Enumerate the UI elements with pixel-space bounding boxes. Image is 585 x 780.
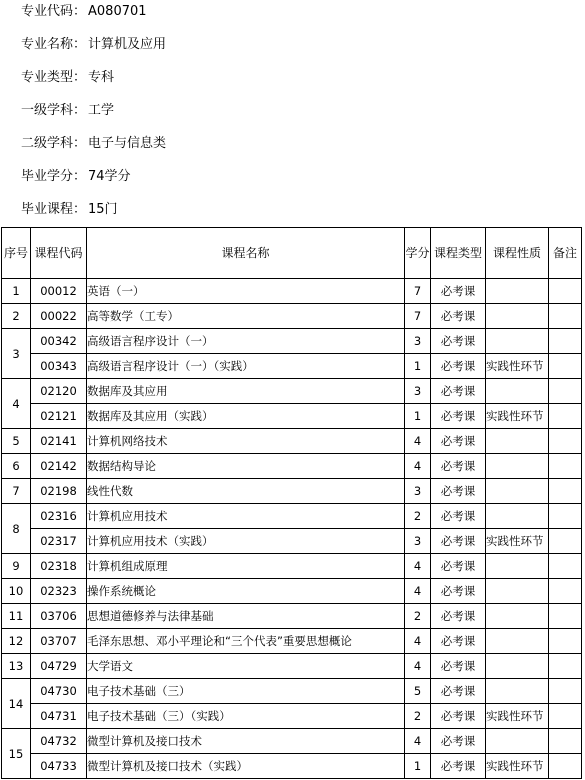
cell-credit: 2 — [405, 504, 431, 529]
cell-course-code: 03707 — [31, 629, 87, 654]
cell-course-name: 大学语文 — [87, 654, 405, 679]
table-row — [2, 329, 582, 354]
cell-credit: 4 — [405, 429, 431, 454]
cell-credit: 4 — [405, 629, 431, 654]
cell-course-name: 英语（一） — [87, 279, 405, 304]
cell-course-nature — [486, 554, 549, 579]
table-row — [2, 754, 582, 779]
cell-seq: 1 — [2, 279, 31, 304]
table-row — [2, 504, 582, 529]
cell-course-type: 必考课 — [431, 504, 486, 529]
info-secondary-discipline — [21, 136, 166, 152]
table-row — [2, 354, 582, 379]
cell-course-nature: 实践性环节 — [486, 704, 549, 729]
table-row — [2, 379, 582, 404]
cell-course-name: 数据库及其应用（实践） — [87, 404, 405, 429]
cell-course-nature: 实践性环节 — [486, 404, 549, 429]
cell-course-nature — [486, 654, 549, 679]
cell-course-type: 必考课 — [431, 554, 486, 579]
cell-note — [549, 604, 582, 629]
header-credit: 学分 — [405, 228, 431, 279]
course-table — [1, 227, 582, 779]
cell-credit: 4 — [405, 579, 431, 604]
cell-course-nature — [486, 304, 549, 329]
cell-course-code: 02121 — [31, 404, 87, 429]
cell-note — [549, 379, 582, 404]
table-row — [2, 479, 582, 504]
info-major-code — [21, 4, 147, 20]
cell-course-name: 电子技术基础（三）（实践） — [87, 704, 405, 729]
cell-credit: 7 — [405, 279, 431, 304]
table-row — [2, 604, 582, 629]
table-row — [2, 654, 582, 679]
cell-credit: 3 — [405, 379, 431, 404]
cell-seq: 7 — [2, 479, 31, 504]
cell-course-type: 必考课 — [431, 529, 486, 554]
info-value: 电子与信息类 — [88, 136, 167, 151]
cell-course-code: 02316 — [31, 504, 87, 529]
cell-note — [549, 554, 582, 579]
table-row — [2, 579, 582, 604]
info-value: 专科 — [88, 70, 115, 85]
cell-course-nature — [486, 379, 549, 404]
cell-credit: 1 — [405, 354, 431, 379]
cell-course-type: 必考课 — [431, 329, 486, 354]
cell-course-code: 03706 — [31, 604, 87, 629]
cell-course-code: 00022 — [31, 304, 87, 329]
cell-credit: 5 — [405, 679, 431, 704]
cell-course-name: 数据库及其应用 — [87, 379, 405, 404]
cell-course-nature — [486, 579, 549, 604]
header-note: 备注 — [549, 228, 582, 279]
cell-course-code: 04733 — [31, 754, 87, 779]
cell-credit: 1 — [405, 754, 431, 779]
table-row — [2, 554, 582, 579]
cell-course-type: 必考课 — [431, 604, 486, 629]
cell-course-type: 必考课 — [431, 654, 486, 679]
cell-seq: 8 — [2, 504, 31, 554]
cell-course-type: 必考课 — [431, 679, 486, 704]
cell-credit: 3 — [405, 479, 431, 504]
table-row — [2, 279, 582, 304]
cell-course-code: 02142 — [31, 454, 87, 479]
header-course-nature: 课程性质 — [486, 228, 549, 279]
cell-course-nature — [486, 479, 549, 504]
cell-seq: 6 — [2, 454, 31, 479]
cell-course-nature: 实践性环节 — [486, 354, 549, 379]
info-value: 15门 — [88, 202, 118, 217]
table-row — [2, 454, 582, 479]
cell-course-nature — [486, 679, 549, 704]
cell-credit: 4 — [405, 554, 431, 579]
cell-note — [549, 479, 582, 504]
info-label: 一级学科： — [21, 103, 87, 118]
cell-course-name: 高级语言程序设计（一） — [87, 329, 405, 354]
info-major-name — [21, 37, 166, 53]
table-row — [2, 529, 582, 554]
table-row — [2, 429, 582, 454]
cell-course-name: 操作系统概论 — [87, 579, 405, 604]
cell-note — [549, 429, 582, 454]
table-row — [2, 679, 582, 704]
cell-course-code: 02141 — [31, 429, 87, 454]
cell-course-type: 必考课 — [431, 304, 486, 329]
cell-course-name: 计算机应用技术（实践） — [87, 529, 405, 554]
cell-note — [549, 504, 582, 529]
info-label: 二级学科： — [21, 136, 87, 151]
cell-course-code: 02323 — [31, 579, 87, 604]
cell-course-nature — [486, 629, 549, 654]
cell-course-type: 必考课 — [431, 629, 486, 654]
cell-note — [549, 279, 582, 304]
cell-course-code: 02318 — [31, 554, 87, 579]
cell-note — [549, 329, 582, 354]
info-graduation-credits — [21, 169, 131, 185]
cell-course-name: 毛泽东思想、邓小平理论和“三个代表”重要思想概论 — [87, 629, 405, 654]
cell-note — [549, 729, 582, 754]
cell-credit: 4 — [405, 454, 431, 479]
cell-course-type: 必考课 — [431, 729, 486, 754]
info-label: 毕业课程： — [21, 202, 87, 217]
table-header-row — [2, 228, 582, 279]
cell-course-code: 02317 — [31, 529, 87, 554]
cell-course-name: 电子技术基础（三） — [87, 679, 405, 704]
cell-note — [549, 629, 582, 654]
cell-course-type: 必考课 — [431, 454, 486, 479]
cell-credit: 3 — [405, 329, 431, 354]
cell-course-nature — [486, 504, 549, 529]
cell-seq: 10 — [2, 579, 31, 604]
table-row — [2, 729, 582, 754]
cell-course-nature: 实践性环节 — [486, 754, 549, 779]
cell-course-name: 数据结构导论 — [87, 454, 405, 479]
cell-course-name: 计算机应用技术 — [87, 504, 405, 529]
cell-seq: 14 — [2, 679, 31, 729]
info-value: A080701 — [88, 4, 147, 19]
info-value: 工学 — [88, 103, 115, 118]
cell-course-type: 必考课 — [431, 279, 486, 304]
info-label: 专业类型： — [21, 70, 87, 85]
cell-course-nature — [486, 454, 549, 479]
cell-course-code: 00342 — [31, 329, 87, 354]
cell-course-nature — [486, 604, 549, 629]
info-label: 专业代码： — [21, 4, 87, 19]
header-course-code: 课程代码 — [31, 228, 87, 279]
table-row — [2, 704, 582, 729]
cell-credit: 1 — [405, 404, 431, 429]
cell-note — [549, 679, 582, 704]
info-label: 毕业学分： — [21, 169, 87, 184]
cell-credit: 2 — [405, 604, 431, 629]
cell-course-type: 必考课 — [431, 404, 486, 429]
info-graduation-courses — [21, 202, 118, 218]
cell-course-nature — [486, 729, 549, 754]
cell-seq: 5 — [2, 429, 31, 454]
cell-note — [549, 404, 582, 429]
header-seq: 序号 — [2, 228, 31, 279]
cell-credit: 4 — [405, 729, 431, 754]
cell-course-name: 微型计算机及接口技术（实践） — [87, 754, 405, 779]
cell-course-name: 计算机网络技术 — [87, 429, 405, 454]
cell-course-code: 04729 — [31, 654, 87, 679]
cell-seq: 11 — [2, 604, 31, 629]
cell-course-type: 必考课 — [431, 754, 486, 779]
cell-note — [549, 529, 582, 554]
cell-course-nature: 实践性环节 — [486, 529, 549, 554]
cell-course-code: 04730 — [31, 679, 87, 704]
cell-note — [549, 304, 582, 329]
cell-seq: 3 — [2, 329, 31, 379]
cell-note — [549, 354, 582, 379]
cell-course-code: 02198 — [31, 479, 87, 504]
cell-course-type: 必考课 — [431, 379, 486, 404]
cell-credit: 3 — [405, 529, 431, 554]
cell-course-name: 高级语言程序设计（一）（实践） — [87, 354, 405, 379]
cell-credit: 4 — [405, 654, 431, 679]
cell-course-code: 04732 — [31, 729, 87, 754]
table-row — [2, 404, 582, 429]
info-major-type — [21, 70, 114, 86]
cell-seq: 12 — [2, 629, 31, 654]
cell-note — [549, 754, 582, 779]
cell-note — [549, 704, 582, 729]
cell-course-name: 微型计算机及接口技术 — [87, 729, 405, 754]
cell-course-type: 必考课 — [431, 704, 486, 729]
cell-course-name: 计算机组成原理 — [87, 554, 405, 579]
cell-course-type: 必考课 — [431, 429, 486, 454]
cell-course-code: 02120 — [31, 379, 87, 404]
info-value: 计算机及应用 — [88, 37, 167, 52]
cell-course-nature — [486, 279, 549, 304]
cell-course-code: 00012 — [31, 279, 87, 304]
cell-course-nature — [486, 429, 549, 454]
cell-seq: 15 — [2, 729, 31, 779]
cell-course-name: 线性代数 — [87, 479, 405, 504]
cell-note — [549, 454, 582, 479]
info-primary-discipline — [21, 103, 114, 119]
cell-credit: 2 — [405, 704, 431, 729]
cell-course-nature — [486, 329, 549, 354]
cell-course-name: 高等数学（工专） — [87, 304, 405, 329]
table-row — [2, 304, 582, 329]
table-row — [2, 629, 582, 654]
table-body — [2, 279, 582, 779]
cell-note — [549, 654, 582, 679]
cell-course-type: 必考课 — [431, 579, 486, 604]
info-value: 74学分 — [88, 169, 131, 184]
cell-note — [549, 579, 582, 604]
cell-credit: 7 — [405, 304, 431, 329]
cell-seq: 9 — [2, 554, 31, 579]
header-course-name: 课程名称 — [87, 228, 405, 279]
cell-seq: 2 — [2, 304, 31, 329]
info-label: 专业名称： — [21, 37, 87, 52]
cell-course-type: 必考课 — [431, 354, 486, 379]
cell-course-code: 04731 — [31, 704, 87, 729]
cell-seq: 4 — [2, 379, 31, 429]
header-course-type: 课程类型 — [431, 228, 486, 279]
cell-course-code: 00343 — [31, 354, 87, 379]
cell-seq: 13 — [2, 654, 31, 679]
cell-course-type: 必考课 — [431, 479, 486, 504]
cell-course-name: 思想道德修养与法律基础 — [87, 604, 405, 629]
